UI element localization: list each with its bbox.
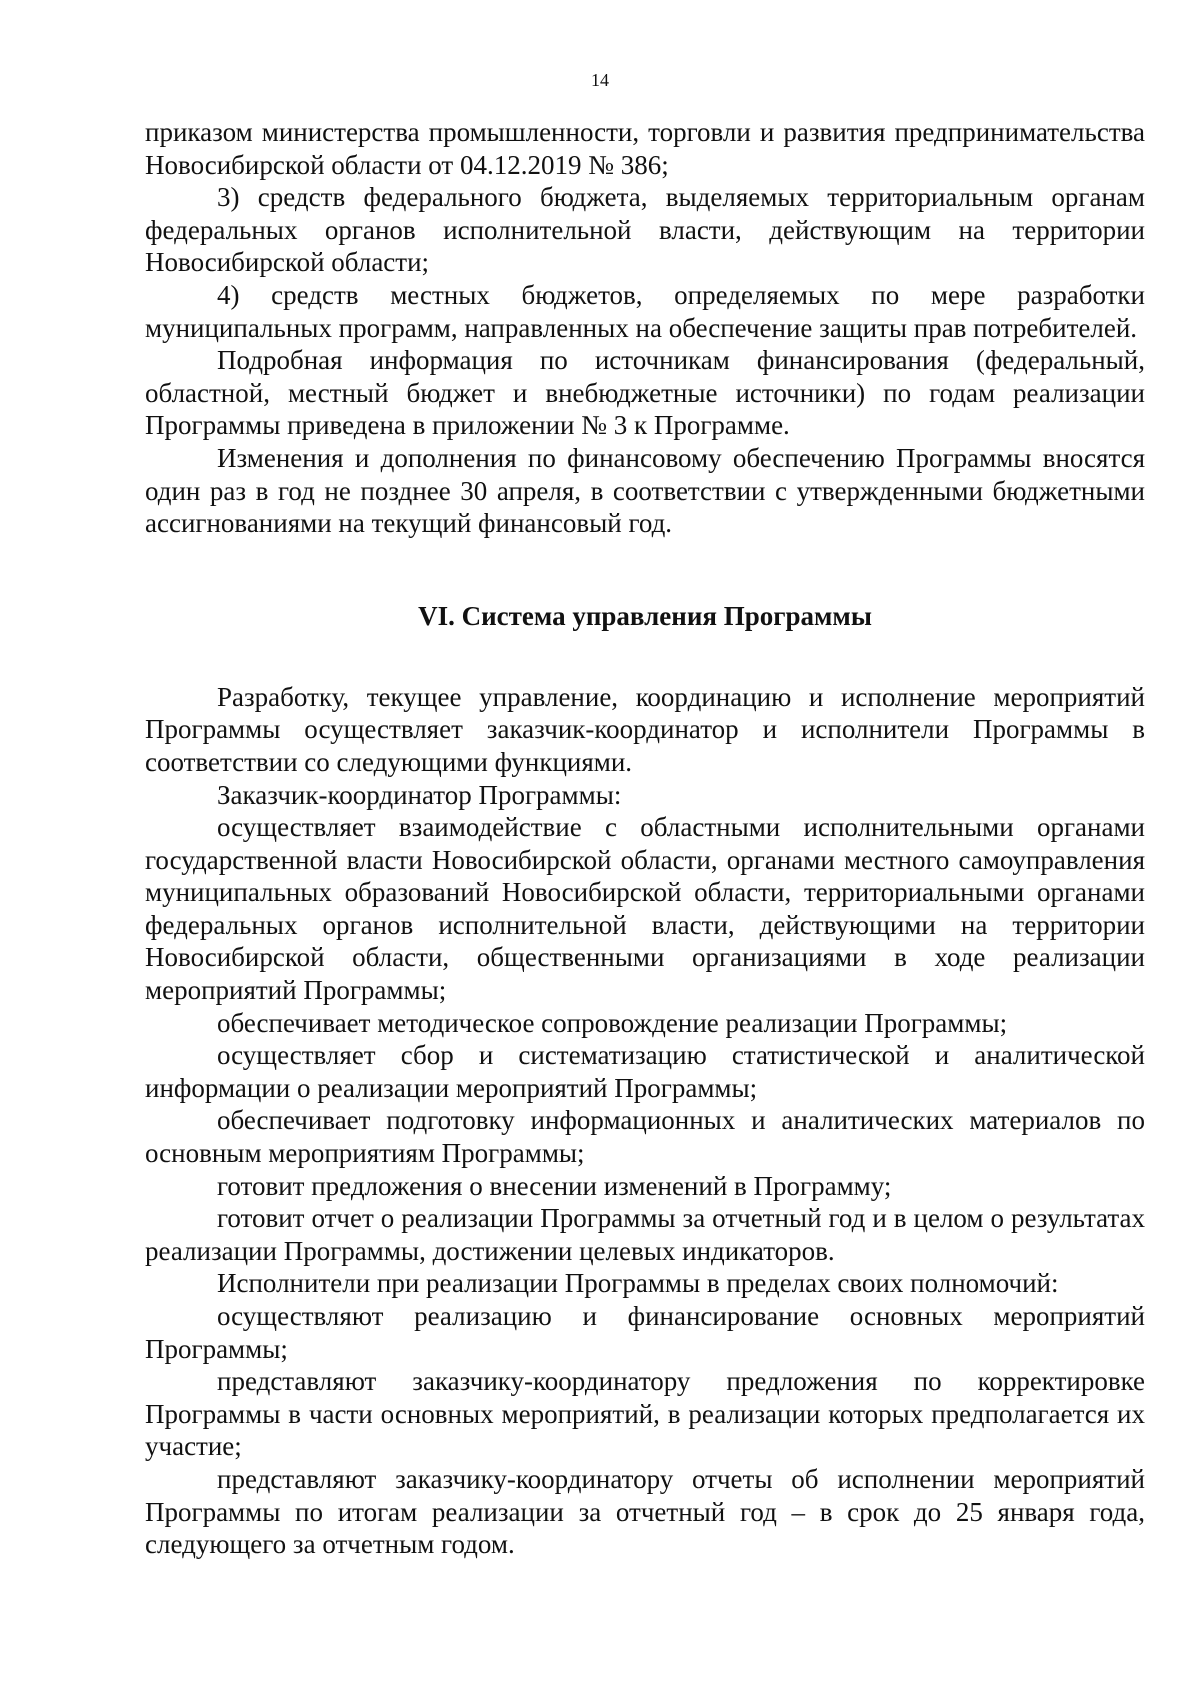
paragraph-coordinator-materials: обеспечивает подготовку информационных и аналитических материалов по основным мероприятиям Программы; [145, 1105, 1145, 1169]
paragraph-coordinator-interaction: осуществляет взаимодействие с областными исполнительными органами государственной власти Новосибирской области, органами местного самоуправления муниципальных образований Новосибирской области, территориальными органами федеральных органов исполнительной власти, действующими на территории Новосибирской области, общественными организациями в ходе реализации мероприятий Программы; [145, 812, 1145, 1006]
paragraph-executors-heading: Исполнители при реализации Программы в пределах своих полномочий: [217, 1268, 1059, 1299]
paragraph-management-intro: Разработку, текущее управление, координацию и исполнение мероприятий Программы осуществляет заказчик-координатор и исполнители Программы в соответствии со следующими функциями. [145, 681, 1145, 777]
paragraph-local-budgets: 4) средств местных бюджетов, определяемых по мере разработки муниципальных программ, направленных на обеспечение защиты прав потребителей. [145, 279, 1145, 343]
paragraph-executors-proposals: представляют заказчику-координатору предложения по корректировке Программы в части основных мероприятий, в реализации которых предполагается их участие; [145, 1366, 1145, 1462]
paragraph-order-reference: приказом министерства промышленности, торговли и развития предпринимательства Новосибирской области от 04.12.2019 № 386; [145, 117, 1145, 180]
paragraph-executors-financing: осуществляют реализацию и финансирование основных мероприятий Программы; [145, 1301, 1145, 1364]
paragraph-coordinator-statistics: осуществляет сбор и систематизацию статистической и аналитической информации о реализации мероприятий Программы; [145, 1040, 1145, 1103]
document-body [145, 116, 1145, 1561]
paragraph-funding-info: Подробная информация по источникам финансирования (федеральный, областной, местный бюджет и внебюджетные источники) по годам реализации Программы приведена в приложении № 3 к Программе. [145, 345, 1145, 441]
paragraph-coordinator-report: готовит отчет о реализации Программы за отчетный год и в целом о результатах реализации Программы, достижении целевых индикаторов. [145, 1203, 1145, 1266]
paragraph-coordinator-methodology: обеспечивает методическое сопровождение реализации Программы; [217, 1007, 1008, 1038]
page-number: 14 [591, 70, 609, 90]
paragraph-coordinator-proposals: готовит предложения о внесении изменений в Программу; [217, 1170, 892, 1201]
paragraph-executors-reports: представляют заказчику-координатору отчеты об исполнении мероприятий Программы по итогам реализации за отчетный год – в срок до 25 января года, следующего за отчетным годом. [145, 1463, 1145, 1560]
paragraph-funding-changes: Изменения и дополнения по финансовому обеспечению Программы вносятся один раз в год не позднее 30 апреля, в соответствии с утвержденными бюджетными ассигнованиями на текущий финансовый год. [145, 442, 1145, 539]
paragraph-federal-budget: 3) средств федерального бюджета, выделяемых территориальным органам федеральных органов исполнительной власти, действующим на территории Новосибирской области; [145, 182, 1145, 278]
paragraph-coordinator-heading: Заказчик-координатор Программы: [217, 779, 622, 810]
section-title: VI. Система управления Программы [418, 600, 872, 631]
